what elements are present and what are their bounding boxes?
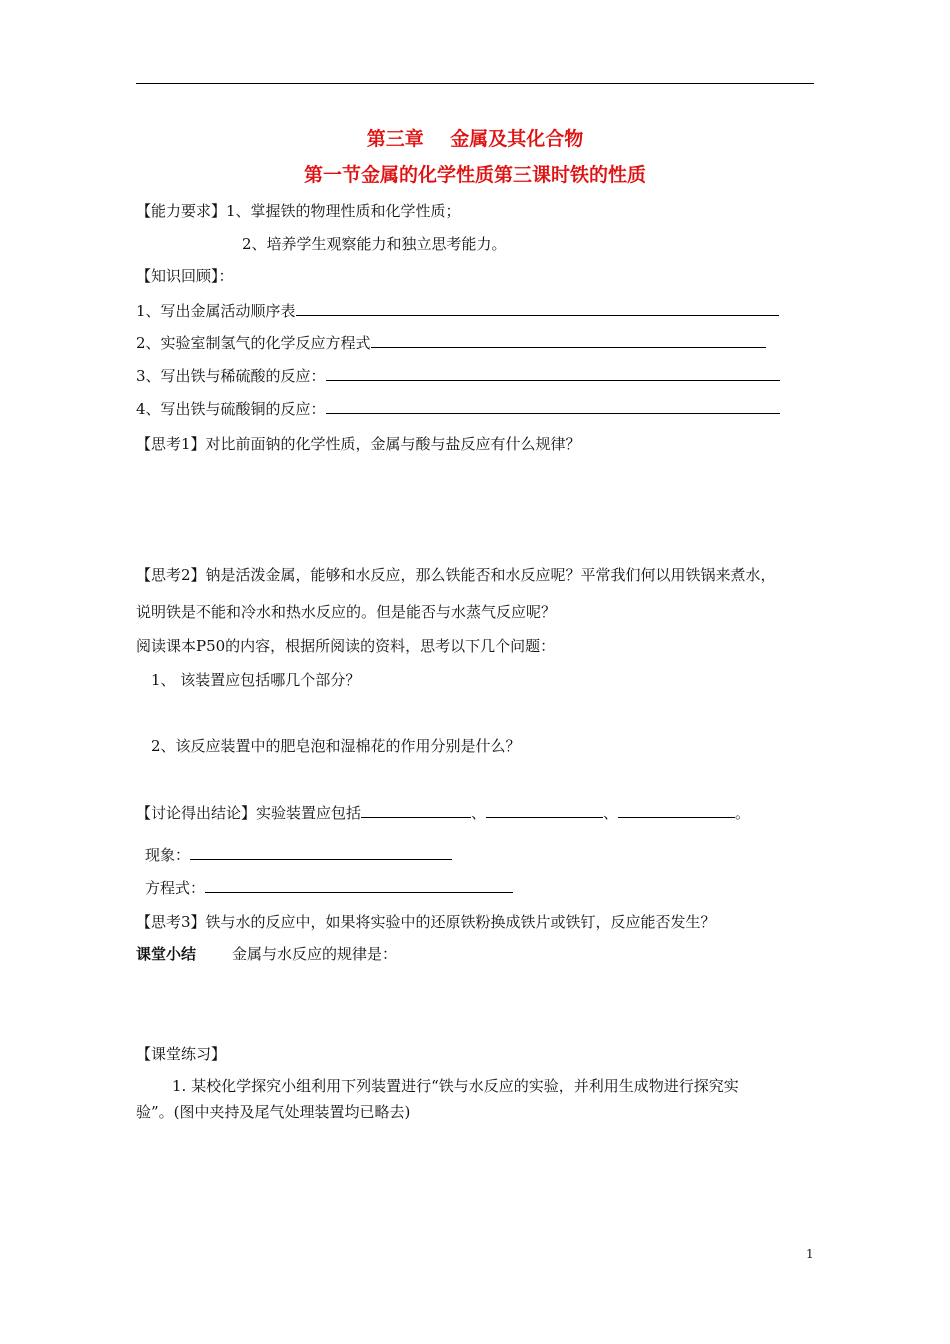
review-answer-blank-3[interactable] xyxy=(326,366,780,381)
equation-blank[interactable] xyxy=(205,878,513,893)
review-question-1 xyxy=(136,301,779,321)
requirements-label: 【能力要求】 xyxy=(136,202,227,220)
section-title: 第一节金属的化学性质第三课时铁的性质 xyxy=(303,164,646,186)
conclusion-separator-2: 、 xyxy=(603,804,619,822)
review-question-1-text: 1、写出金属活动顺序表 xyxy=(136,302,296,320)
practice-question-1-line-1: 1. 某校化学探究小组利用下列装置进行“铁与水反应的实验，并利用生成物进行探究实 xyxy=(172,1077,739,1095)
conclusion-line xyxy=(136,803,750,823)
conclusion-end: 。 xyxy=(735,804,751,822)
summary-text: 金属与水反应的规律是： xyxy=(232,945,398,963)
requirements-line-1 xyxy=(136,201,461,221)
phenomenon-line xyxy=(145,845,452,865)
think-2-line-3: 阅读课本P50的内容，根据所阅读的资料，思考以下几个问题： xyxy=(136,637,556,655)
conclusion-label: 【讨论得出结论】实验装置应包括 xyxy=(136,804,362,822)
review-answer-blank-4[interactable] xyxy=(326,399,780,414)
conclusion-blank-2[interactable] xyxy=(486,803,603,818)
conclusion-separator-1: 、 xyxy=(471,804,487,822)
think-3: 【思考3】铁与水的反应中，如果将实验中的还原铁粉换成铁片或铁钉，反应能否发生？ xyxy=(136,913,716,931)
practice-question-1-line-2: 验”。(图中夹持及尾气处理装置均已略去) xyxy=(136,1103,411,1121)
summary-line xyxy=(136,944,397,964)
review-heading: 【知识回顾】： xyxy=(136,267,234,285)
review-question-3 xyxy=(136,366,780,386)
summary-label: 课堂小结 xyxy=(136,945,197,963)
think-2-question-2: 2、该反应装置中的肥皂泡和湿棉花的作用分别是什么？ xyxy=(151,737,521,755)
review-question-2 xyxy=(136,333,766,353)
chapter-title: 第三章 金属及其化合物 xyxy=(366,128,584,150)
review-question-4 xyxy=(136,399,780,419)
review-question-2-text: 2、实验室制氢气的化学反应方程式 xyxy=(136,334,371,352)
review-answer-blank-1[interactable] xyxy=(296,301,779,316)
page-number: 1 xyxy=(806,1247,814,1261)
requirements-item-2: 2、培养学生观察能力和独立思考能力。 xyxy=(242,235,507,253)
conclusion-blank-1[interactable] xyxy=(361,803,471,818)
equation-line xyxy=(145,878,513,898)
think-2-line-1: 【思考2】钠是活泼金属，能够和水反应，那么铁能否和水反应呢？平常我们何以用铁锅来煮水， xyxy=(136,566,776,584)
practice-heading: 【课堂练习】 xyxy=(136,1045,227,1063)
conclusion-blank-3[interactable] xyxy=(618,803,735,818)
header-rule xyxy=(136,83,814,84)
phenomenon-blank[interactable] xyxy=(190,845,452,860)
review-answer-blank-2[interactable] xyxy=(371,333,766,348)
review-question-3-text: 3、写出铁与稀硫酸的反应： xyxy=(136,367,326,385)
requirements-item-1: 1、掌握铁的物理性质和化学性质； xyxy=(226,202,461,220)
think-2-line-2: 说明铁是不能和冷水和热水反应的。但是能否与水蒸气反应呢？ xyxy=(136,603,557,621)
think-1: 【思考1】对比前面钠的化学性质，金属与酸与盐反应有什么规律？ xyxy=(136,435,581,453)
phenomenon-label: 现象： xyxy=(145,846,191,864)
think-2-question-1: 1、 该装置应包括哪几个部分？ xyxy=(151,671,361,689)
equation-label: 方程式： xyxy=(145,879,206,897)
review-question-4-text: 4、写出铁与硫酸铜的反应： xyxy=(136,400,326,418)
